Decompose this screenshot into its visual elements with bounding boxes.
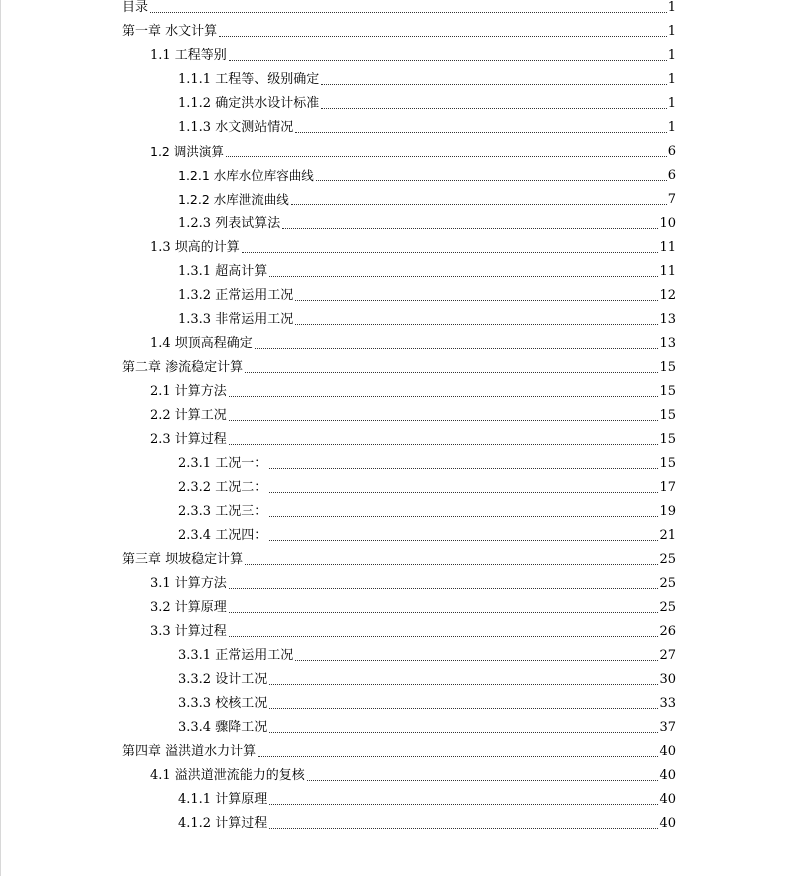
toc-entry-title: 1.1 工程等别: [150, 48, 227, 63]
toc-page-number: 11: [659, 240, 676, 255]
toc-entry[interactable]: [122, 20, 676, 40]
toc-entry[interactable]: [150, 764, 676, 784]
toc-page-number: 13: [659, 312, 676, 327]
toc-dot-leader: [307, 779, 659, 781]
toc-page-number: 11: [659, 264, 676, 279]
toc-entry[interactable]: [178, 644, 676, 664]
toc-dot-leader: [229, 587, 659, 589]
toc-entry[interactable]: [178, 164, 676, 184]
toc-entry[interactable]: [178, 308, 676, 328]
toc-row[interactable]: [0, 89, 794, 113]
toc-entry-title: 4.1.2 计算过程: [178, 816, 268, 831]
toc-entry[interactable]: [178, 260, 676, 280]
toc-entry-title: 第三章 坝坡稳定计算: [122, 552, 244, 567]
toc-row[interactable]: [0, 449, 794, 473]
toc-row[interactable]: [0, 233, 794, 257]
toc-entry-title: 3.3.4 骤降工况: [178, 720, 268, 735]
toc-page-number: 15: [659, 432, 676, 447]
toc-dot-leader: [229, 419, 659, 421]
toc-dot-leader: [229, 635, 659, 637]
toc-dot-leader: [269, 515, 658, 517]
toc-entry[interactable]: [178, 716, 676, 736]
toc-entry[interactable]: [178, 668, 676, 688]
toc-entry-title: 3.3 计算过程: [150, 624, 227, 639]
toc-entry[interactable]: [178, 500, 676, 520]
toc-entry[interactable]: [178, 284, 676, 304]
toc-page-number: 26: [659, 624, 676, 639]
toc-dot-leader: [229, 611, 659, 613]
toc-row[interactable]: [0, 377, 794, 401]
toc-row[interactable]: [0, 569, 794, 593]
toc-dot-leader: [295, 659, 658, 661]
toc-entry-title: 3.2 计算原理: [150, 600, 227, 615]
toc-row[interactable]: [0, 617, 794, 641]
toc-page-number: 25: [659, 552, 676, 567]
toc-page-number: 19: [659, 504, 676, 519]
toc-page-number: 15: [659, 360, 676, 375]
toc-row[interactable]: [0, 521, 794, 545]
toc-entry[interactable]: [178, 116, 676, 136]
toc-page-number: 1: [667, 120, 676, 135]
toc-entry-title: 2.3.1 工况一：: [178, 456, 268, 471]
toc-entry-title: 1.2.1 水库水位库容曲线: [178, 168, 314, 183]
toc-dot-leader: [229, 443, 659, 445]
toc-entry-title: 1.4 坝顶高程确定: [150, 336, 253, 351]
toc-row[interactable]: [0, 257, 794, 281]
toc-entry[interactable]: [178, 812, 676, 832]
toc-entry-title: 3.1 计算方法: [150, 576, 227, 591]
toc-row[interactable]: [0, 401, 794, 425]
toc-page-number: 15: [659, 456, 676, 471]
toc-entry-title: 1.3 坝高的计算: [150, 240, 240, 255]
toc-row[interactable]: [0, 737, 794, 761]
toc-entry-title: 目录: [122, 0, 149, 15]
toc-entry[interactable]: [150, 236, 676, 256]
toc-dot-leader: [226, 155, 667, 157]
toc-entry-title: 3.3.3 校核工况: [178, 696, 268, 711]
toc-page-number: 6: [667, 144, 676, 159]
toc-entry-title: 2.3.3 工况三：: [178, 504, 268, 519]
toc-page-number: 37: [659, 720, 676, 735]
toc-row[interactable]: [0, 305, 794, 329]
toc-page-number: 6: [667, 168, 676, 183]
toc-row[interactable]: [0, 593, 794, 617]
toc-dot-leader: [269, 467, 658, 469]
toc-row[interactable]: [0, 161, 794, 185]
toc-entry[interactable]: [122, 740, 676, 760]
toc-page-number: 21: [659, 528, 676, 543]
toc-entry-title: 2.1 计算方法: [150, 384, 227, 399]
toc-row[interactable]: [0, 41, 794, 65]
toc-dot-leader: [282, 227, 658, 229]
toc-dot-leader: [258, 755, 658, 757]
toc-dot-leader: [269, 707, 658, 709]
toc-row[interactable]: [0, 0, 794, 17]
toc-entry[interactable]: [178, 212, 676, 232]
toc-page-number: 7: [667, 192, 676, 207]
toc-entry-title: 3.3.1 正常运用工况: [178, 648, 294, 663]
toc-page-number: 1: [667, 48, 676, 63]
toc-row[interactable]: [0, 209, 794, 233]
toc-dot-leader: [245, 371, 658, 373]
toc-page-number: 25: [659, 576, 676, 591]
toc-page-number: 40: [659, 744, 676, 759]
toc-row[interactable]: [0, 425, 794, 449]
toc-row[interactable]: [0, 785, 794, 809]
toc-row[interactable]: [0, 185, 794, 209]
toc-dot-leader: [269, 275, 658, 277]
toc-dot-leader: [321, 107, 667, 109]
toc-entry-title: 1.1.2 确定洪水设计标准: [178, 96, 320, 111]
toc-page-number: 1: [667, 0, 676, 15]
toc-entry[interactable]: [122, 548, 676, 568]
toc-dot-leader: [269, 539, 658, 541]
toc-entry-title: 2.2 计算工况: [150, 408, 227, 423]
toc-entry[interactable]: [150, 404, 676, 424]
toc-entry-title: 2.3 计算过程: [150, 432, 227, 447]
toc-entry-title: 3.3.2 设计工况: [178, 672, 268, 687]
toc-row[interactable]: [0, 665, 794, 689]
toc-page-number: 1: [667, 72, 676, 87]
toc-entry-title: 1.2.2 水库泄流曲线: [178, 192, 289, 207]
toc-entry-title: 第四章 溢洪道水力计算: [122, 744, 257, 759]
toc-row[interactable]: [0, 113, 794, 137]
toc-row[interactable]: [0, 689, 794, 713]
toc-entry[interactable]: [150, 620, 676, 640]
toc-entry-title: 1.3.1 超高计算: [178, 264, 268, 279]
toc-dot-leader: [269, 491, 658, 493]
toc-row[interactable]: [0, 65, 794, 89]
toc-page-number: 15: [659, 384, 676, 399]
toc-row[interactable]: [0, 497, 794, 521]
toc-entry[interactable]: [178, 476, 676, 496]
toc-entry-title: 1.3.2 正常运用工况: [178, 288, 294, 303]
toc-entry-title: 2.3.4 工况四：: [178, 528, 268, 543]
toc-page-number: 12: [659, 288, 676, 303]
toc-row[interactable]: [0, 473, 794, 497]
toc-page-number: 33: [659, 696, 676, 711]
toc-entry-title: 1.2 调洪演算: [150, 144, 224, 159]
toc-dot-leader: [295, 131, 667, 133]
toc-entry[interactable]: [178, 788, 676, 808]
toc-entry-title: 第二章 渗流稳定计算: [122, 360, 244, 375]
toc-entry[interactable]: [150, 596, 676, 616]
toc-dot-leader: [269, 803, 658, 805]
toc-row[interactable]: [0, 809, 794, 833]
toc-row[interactable]: [0, 281, 794, 305]
toc-row[interactable]: [0, 17, 794, 41]
toc-page-number: 27: [659, 648, 676, 663]
toc-dot-leader: [316, 179, 667, 181]
toc-dot-leader: [229, 59, 667, 61]
toc-dot-leader: [255, 347, 659, 349]
toc-row[interactable]: [0, 137, 794, 161]
toc-dot-leader: [291, 203, 667, 205]
toc-page-number: 25: [659, 600, 676, 615]
toc-entry[interactable]: [150, 332, 676, 352]
toc-page-number: 15: [659, 408, 676, 423]
toc-page-number: 40: [659, 792, 676, 807]
toc-page-number: 1: [667, 24, 676, 39]
toc-entry-title: 1.2.3 列表试算法: [178, 216, 281, 231]
toc-dot-leader: [269, 683, 658, 685]
toc-dot-leader: [295, 299, 658, 301]
toc-dot-leader: [321, 83, 667, 85]
toc-dot-leader: [242, 251, 659, 253]
toc-entry-title: 4.1 溢洪道泄流能力的复核: [150, 768, 305, 783]
toc-row[interactable]: [0, 641, 794, 665]
toc-entry-title: 1.3.3 非常运用工况: [178, 312, 294, 327]
toc-entry[interactable]: [178, 452, 676, 472]
toc-entry[interactable]: [150, 428, 676, 448]
toc-dot-leader: [269, 731, 658, 733]
toc-entry-title: 2.3.2 工况二：: [178, 480, 268, 495]
toc-dot-leader: [269, 827, 658, 829]
toc-dot-leader: [219, 35, 667, 37]
toc-page-number: 30: [659, 672, 676, 687]
toc-row[interactable]: [0, 353, 794, 377]
toc-entry[interactable]: [178, 188, 676, 208]
toc-entry-title: 4.1.1 计算原理: [178, 792, 268, 807]
toc-entry-title: 1.1.3 水文测站情况: [178, 120, 294, 135]
toc-entry[interactable]: [178, 68, 676, 88]
toc-entry[interactable]: [150, 140, 676, 160]
toc-row[interactable]: [0, 713, 794, 737]
toc-page-number: 40: [659, 768, 676, 783]
toc-entry[interactable]: [178, 692, 676, 712]
toc-entry-title: 1.1.1 工程等、级别确定: [178, 72, 320, 87]
toc-entry[interactable]: [150, 572, 676, 592]
toc-dot-leader: [295, 323, 658, 325]
toc-page-number: 40: [659, 816, 676, 831]
toc-entry-title: 第一章 水文计算: [122, 24, 218, 39]
toc-row[interactable]: [0, 329, 794, 353]
toc-dot-leader: [229, 395, 659, 397]
toc-entry[interactable]: [122, 0, 676, 16]
toc-entry[interactable]: [122, 356, 676, 376]
toc-dot-leader: [245, 563, 658, 565]
toc-row[interactable]: [0, 761, 794, 785]
toc-entry[interactable]: [178, 92, 676, 112]
toc-row[interactable]: [0, 545, 794, 569]
toc-entry[interactable]: [178, 524, 676, 544]
toc-dot-leader: [150, 11, 667, 13]
toc-entry[interactable]: [150, 44, 676, 64]
toc-page-number: 1: [667, 96, 676, 111]
toc-page-number: 13: [659, 336, 676, 351]
toc-page-number: 17: [659, 480, 676, 495]
toc-entry[interactable]: [150, 380, 676, 400]
toc-page-number: 10: [659, 216, 676, 231]
